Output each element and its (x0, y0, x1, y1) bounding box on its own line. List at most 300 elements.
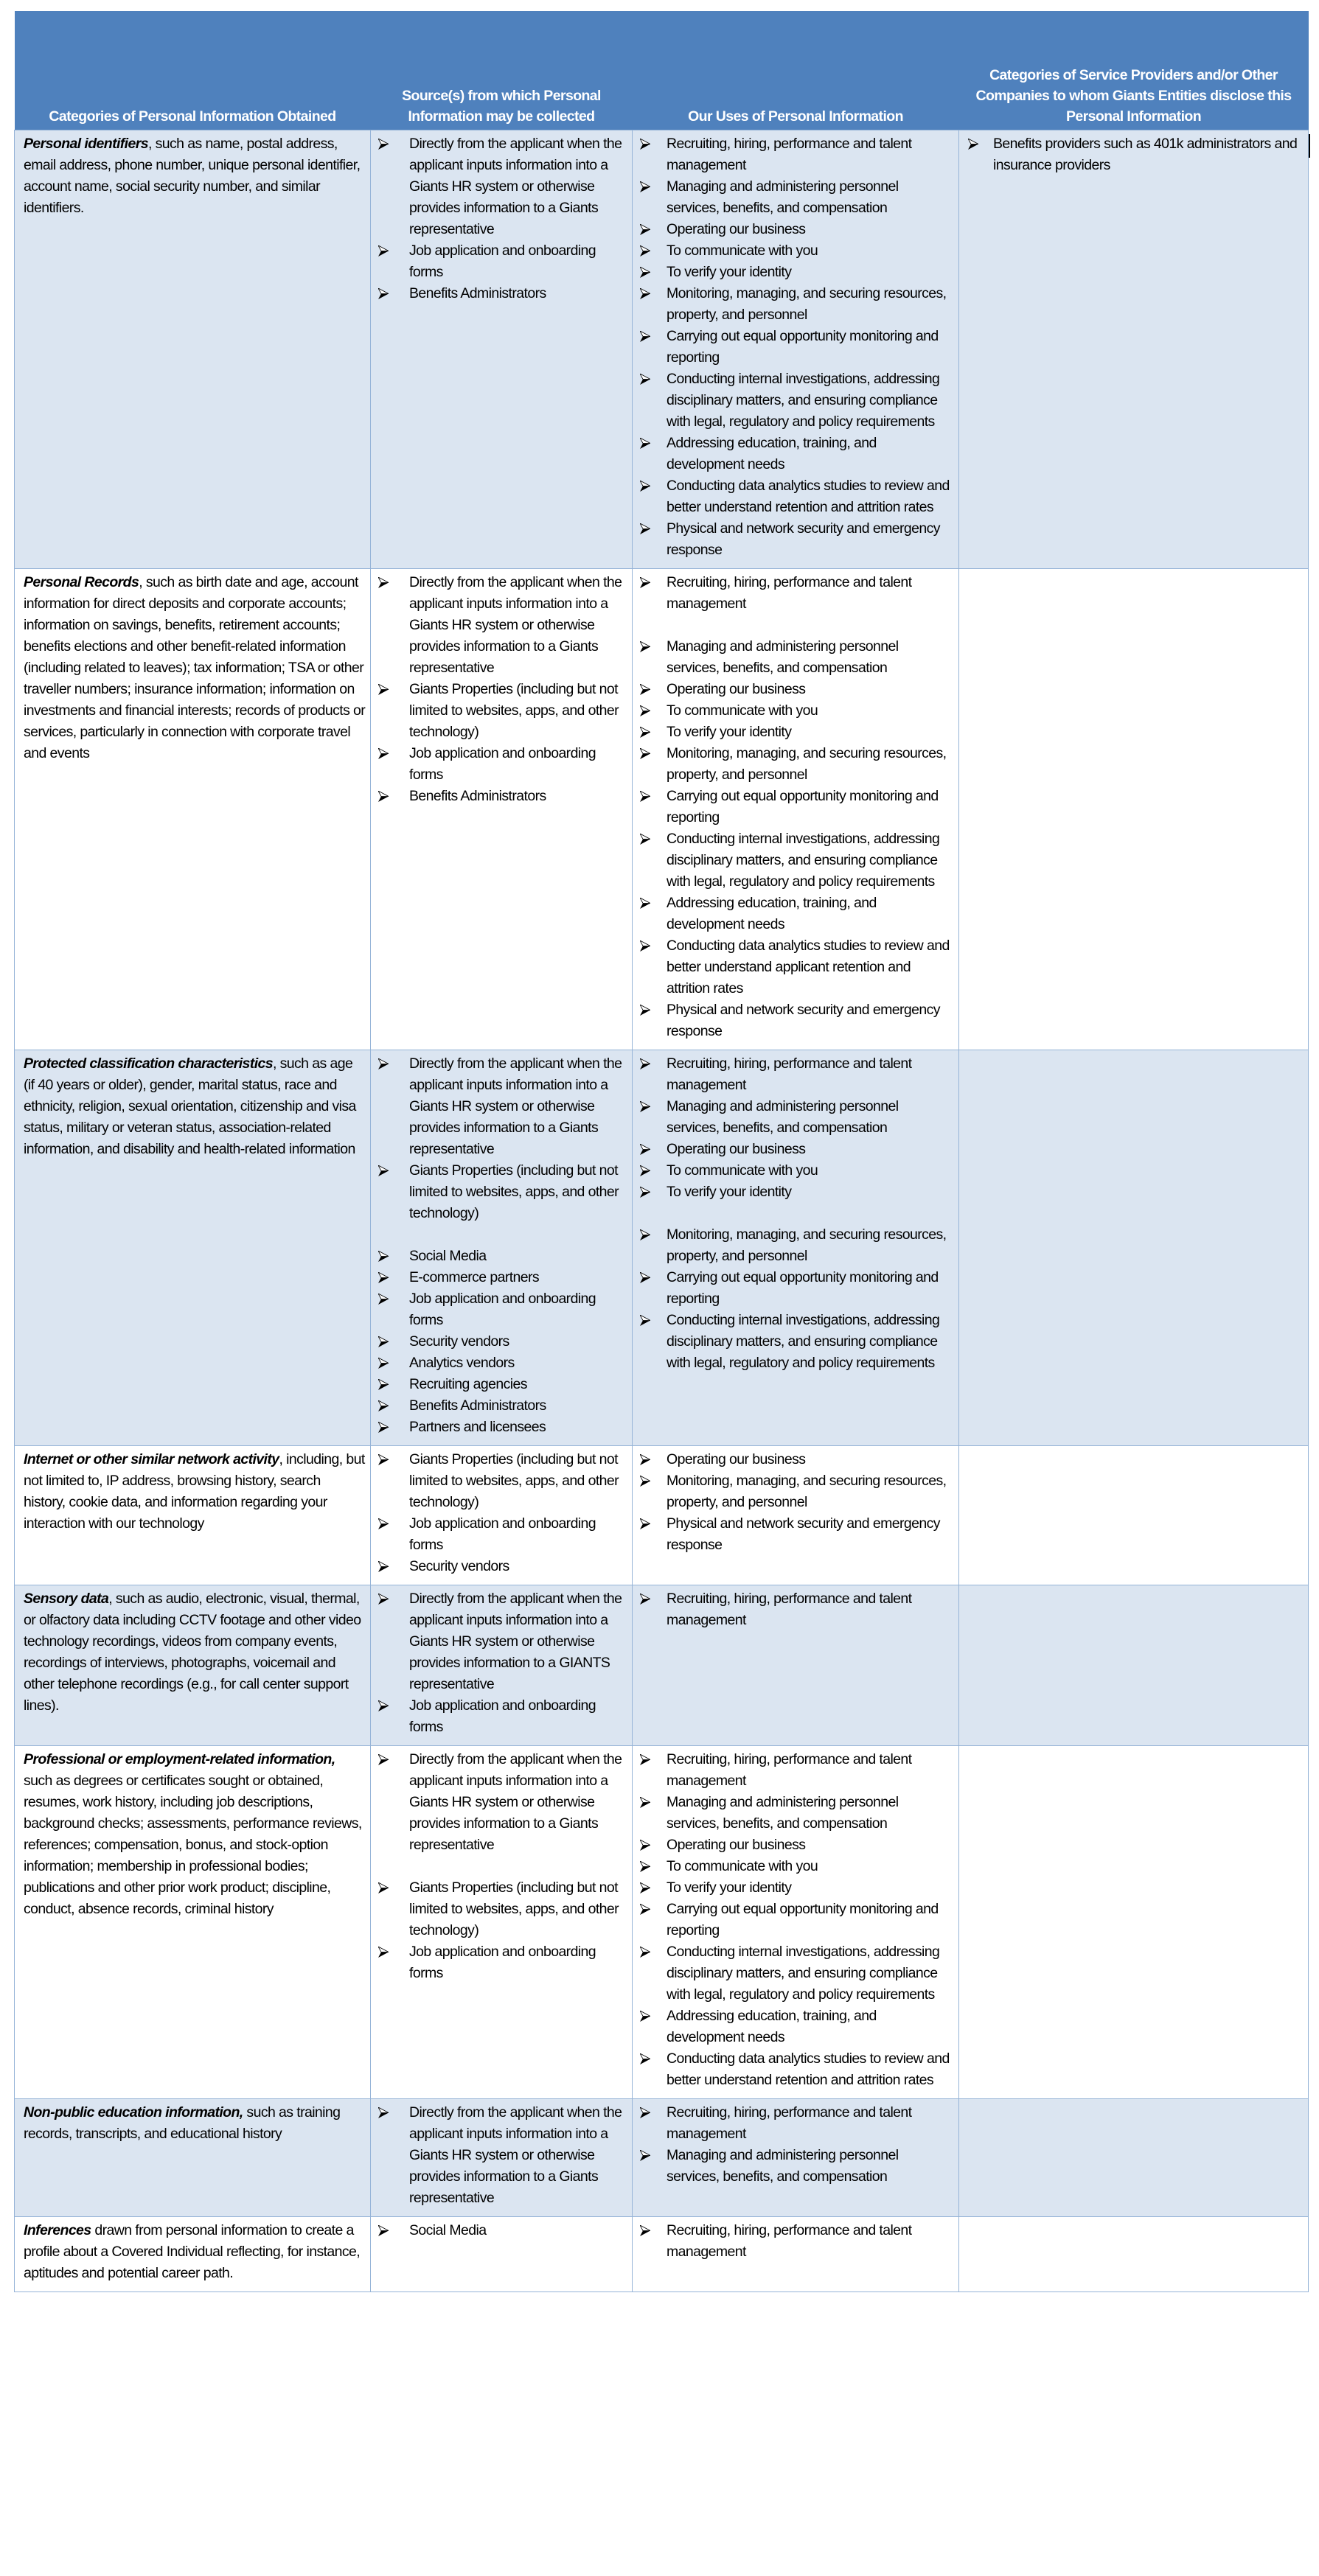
arrowhead-bullet-icon (640, 1096, 652, 1117)
source-item (377, 283, 626, 304)
arrowhead-bullet-icon (640, 283, 652, 304)
source-item-text: Security vendors (409, 1333, 509, 1350)
arrowhead-bullet-icon (640, 999, 652, 1021)
arrowhead-bullet-icon (378, 1267, 390, 1288)
source-item (377, 1352, 626, 1374)
use-item-text: Conducting data analytics studies to review and better understand applicant retention and attrition rates (667, 938, 950, 996)
source-item-text: Job application and onboarding forms (409, 745, 596, 783)
arrowhead-bullet-icon (378, 1395, 390, 1417)
arrowhead-bullet-icon (378, 1352, 390, 1374)
arrowhead-bullet-icon (640, 2102, 652, 2123)
uses-cell (633, 130, 959, 569)
arrowhead-bullet-icon (640, 679, 652, 700)
table-row (15, 1746, 1309, 2099)
uses-list (638, 572, 953, 1042)
table-row (15, 2099, 1309, 2217)
arrowhead-bullet-icon (378, 1695, 390, 1717)
category-description: , such as audio, electronic, visual, thermal, or olfactory data including CCTV footage and other video technology recordings, videos from company events, recordings of interviews, photographs, voicemail and other telephone recordings (e.g., for call center support lines). (24, 1591, 361, 1714)
use-item (638, 1449, 953, 1470)
use-item (638, 636, 953, 679)
source-item (377, 679, 626, 743)
use-item-text: To communicate with you (667, 1858, 818, 1874)
source-item-text: Recruiting agencies (409, 1376, 527, 1392)
use-item-text: Operating our business (667, 1837, 806, 1853)
arrowhead-bullet-icon (378, 1374, 390, 1395)
sources-cell (371, 1050, 633, 1446)
category-description: , such as age (if 40 years or older), gender, marital status, race and ethnicity, religion, sexual orientation, citizenship and visa status, military or veteran status, association-related information, and disability and health-related information (24, 1055, 356, 1157)
header-uses: Our Uses of Personal Information (633, 11, 959, 130)
use-item-text: Addressing education, training, and development needs (667, 2008, 877, 2045)
category-cell (15, 1746, 371, 2099)
source-item (377, 1941, 626, 1984)
category-cell (15, 130, 371, 569)
source-item (377, 1246, 626, 1267)
uses-list (638, 1588, 953, 1631)
arrowhead-bullet-icon (378, 1513, 390, 1535)
page-edge-marker (1309, 134, 1310, 158)
use-item-text: Carrying out equal opportunity monitoring and reporting (667, 328, 939, 366)
arrowhead-bullet-icon (378, 2102, 390, 2123)
category-term: Personal Records (24, 574, 139, 590)
source-item-text: Partners and licensees (409, 1419, 546, 1435)
use-item-text: Conducting internal investigations, addressing disciplinary matters, and ensuring compliance with legal, regulatory and policy requirements (667, 831, 940, 890)
arrowhead-bullet-icon (378, 679, 390, 700)
use-item (638, 1856, 953, 1877)
arrowhead-bullet-icon (640, 1160, 652, 1181)
arrowhead-bullet-icon (640, 1267, 652, 1288)
source-item (377, 133, 626, 240)
uses-list (638, 1449, 953, 1556)
source-item (377, 1288, 626, 1331)
arrowhead-bullet-icon (640, 1792, 652, 1813)
category-term: Professional or employment-related information, (24, 1751, 335, 1767)
use-item-text: To verify your identity (667, 724, 792, 740)
use-item (638, 433, 953, 475)
source-item (377, 2220, 626, 2241)
use-item (638, 572, 953, 615)
category-cell (15, 2099, 371, 2217)
use-item (638, 1941, 953, 2006)
use-item (638, 786, 953, 828)
use-item (638, 518, 953, 561)
uses-cell (633, 1050, 959, 1446)
use-item-text: To verify your identity (667, 264, 792, 280)
use-item (638, 1588, 953, 1631)
source-item (377, 743, 626, 786)
uses-list (638, 2220, 953, 2263)
arrowhead-bullet-icon (640, 1749, 652, 1770)
arrowhead-bullet-icon (640, 722, 652, 743)
arrowhead-bullet-icon (640, 636, 652, 657)
sources-cell (371, 2099, 633, 2217)
arrowhead-bullet-icon (640, 700, 652, 722)
use-item-text: Recruiting, hiring, performance and talent management (667, 1591, 912, 1628)
disclosures-cell (959, 1746, 1309, 2099)
use-item (638, 2048, 953, 2091)
use-item-text: To verify your identity (667, 1879, 792, 1896)
source-item (377, 1267, 626, 1288)
use-item (638, 828, 953, 893)
source-item-text: Benefits Administrators (409, 285, 546, 301)
use-item (638, 2102, 953, 2145)
category-term: Internet or other similar network activity (24, 1451, 279, 1467)
disclosures-cell (959, 2099, 1309, 2217)
arrowhead-bullet-icon (378, 1288, 390, 1310)
source-item-text: Directly from the applicant when the applicant inputs information into a Giants HR system or otherwise provides information to a GIANTS representative (409, 1591, 622, 1692)
arrowhead-bullet-icon (640, 1899, 652, 1920)
sources-list (377, 2102, 626, 2209)
arrowhead-bullet-icon (640, 176, 652, 198)
arrowhead-bullet-icon (640, 1449, 652, 1470)
arrowhead-bullet-icon (640, 1835, 652, 1856)
source-item (377, 1449, 626, 1513)
use-item-text: To communicate with you (667, 242, 818, 259)
source-item (377, 1395, 626, 1417)
source-item (377, 1513, 626, 1556)
use-item (638, 2220, 953, 2263)
use-item (638, 2006, 953, 2048)
use-item-text: Conducting data analytics studies to review and better understand retention and attrition rates (667, 478, 950, 515)
use-item (638, 176, 953, 219)
use-item (638, 1749, 953, 1792)
disclosures-cell (959, 1585, 1309, 1746)
arrowhead-bullet-icon (378, 1449, 390, 1470)
arrowhead-bullet-icon (640, 572, 652, 593)
use-item-text: Managing and administering personnel services, benefits, and compensation (667, 1098, 899, 1136)
category-description: such as degrees or certificates sought or obtained, resumes, work history, including job descriptions, background checks; assessments, performance reviews, references; compensation, bonus, and stock-option information; membership in professional bodies; publications and other prior work product; discipline, conduct, absence records, criminal history (24, 1773, 362, 1917)
sources-list (377, 1053, 626, 1438)
source-item-text: Directly from the applicant when the applicant inputs information into a Giants HR system or otherwise provides information to a Giants representative (409, 1055, 622, 1157)
sources-cell (371, 130, 633, 569)
arrowhead-bullet-icon (378, 1877, 390, 1899)
source-item (377, 240, 626, 283)
uses-list (638, 1749, 953, 2091)
arrowhead-bullet-icon (968, 133, 980, 155)
use-item-text: Recruiting, hiring, performance and talent management (667, 1751, 912, 1789)
use-item-text: Recruiting, hiring, performance and talent management (667, 2222, 912, 2260)
use-item-text: Addressing education, training, and development needs (667, 435, 877, 472)
use-item-text: Operating our business (667, 221, 806, 237)
arrowhead-bullet-icon (640, 1053, 652, 1075)
arrowhead-bullet-icon (640, 935, 652, 957)
use-item (638, 2145, 953, 2188)
source-item (377, 1053, 626, 1160)
table-row (15, 130, 1309, 569)
uses-cell (633, 1585, 959, 1746)
source-item-text: Job application and onboarding forms (409, 1944, 596, 1981)
disclosures-cell (959, 1446, 1309, 1585)
privacy-disclosure-table-container (14, 11, 1308, 2292)
disclosures-cell (959, 2217, 1309, 2292)
sources-list (377, 133, 626, 304)
source-item (377, 2102, 626, 2209)
source-item-text: Security vendors (409, 1558, 509, 1574)
sources-list (377, 1588, 626, 1738)
use-item-text: Carrying out equal opportunity monitoring and reporting (667, 1269, 939, 1307)
category-term: Protected classification characteristics (24, 1055, 273, 1072)
use-item-text: Monitoring, managing, and securing resources, property, and personnel (667, 285, 947, 323)
use-item (638, 262, 953, 283)
arrowhead-bullet-icon (378, 2220, 390, 2241)
sources-list (377, 2220, 626, 2241)
use-item-text: Carrying out equal opportunity monitoring and reporting (667, 788, 939, 825)
arrowhead-bullet-icon (378, 133, 390, 155)
source-item (377, 786, 626, 807)
arrowhead-bullet-icon (640, 518, 652, 540)
source-item-text: Giants Properties (including but not limited to websites, apps, and other technology) (409, 1879, 619, 1938)
source-item-text: Job application and onboarding forms (409, 1515, 596, 1553)
disclosures-list (965, 133, 1302, 176)
category-term: Personal identifiers (24, 136, 148, 152)
use-item (638, 743, 953, 786)
use-item-text: Physical and network security and emergency response (667, 1002, 940, 1039)
use-item-text: Recruiting, hiring, performance and talent management (667, 1055, 912, 1093)
source-item-text: Benefits Administrators (409, 1397, 546, 1414)
use-item (638, 1899, 953, 1941)
use-item (638, 1792, 953, 1835)
use-item (638, 240, 953, 262)
category-description: , such as birth date and age, account information for direct deposits and corporate accounts; information on savings, benefits, retirement accounts; benefits elections and other benefit-related information (including related to leaves); tax information; TSA or other traveller numbers; insurance information; information on investments and financial interests; records of products or services, particularly in connection with corporate travel and events (24, 574, 366, 761)
source-item (377, 1877, 626, 1941)
source-item (377, 1556, 626, 1577)
source-item (377, 1749, 626, 1856)
disclosure-item-text: Benefits providers such as 401k administrators and insurance providers (993, 136, 1298, 173)
use-item-text: Managing and administering personnel services, benefits, and compensation (667, 2147, 899, 2185)
arrowhead-bullet-icon (640, 2145, 652, 2166)
use-item (638, 679, 953, 700)
category-description: , including, but not limited to, IP address, browsing history, search history, cookie data, and information regarding your interaction with our technology (24, 1451, 365, 1532)
table-row (15, 1050, 1309, 1446)
uses-cell (633, 1746, 959, 2099)
source-item-text: Directly from the applicant when the applicant inputs information into a Giants HR system or otherwise provides information to a Giants representative (409, 1751, 622, 1853)
table-row (15, 1585, 1309, 1746)
arrowhead-bullet-icon (640, 1513, 652, 1535)
use-item-text: Monitoring, managing, and securing resources, property, and personnel (667, 745, 947, 783)
table-body (15, 130, 1309, 2292)
use-item (638, 1310, 953, 1374)
source-item-text: Job application and onboarding forms (409, 1697, 596, 1735)
use-item (638, 475, 953, 518)
arrowhead-bullet-icon (378, 1160, 390, 1181)
category-term: Sensory data (24, 1591, 109, 1607)
use-item-text: To communicate with you (667, 702, 818, 719)
personal-information-table (14, 11, 1309, 2292)
category-cell (15, 1050, 371, 1446)
arrowhead-bullet-icon (640, 1877, 652, 1899)
arrowhead-bullet-icon (640, 219, 652, 240)
arrowhead-bullet-icon (640, 433, 652, 454)
category-term: Inferences (24, 2222, 91, 2238)
use-item-text: Conducting internal investigations, addressing disciplinary matters, and ensuring compliance with legal, regulatory and policy requirements (667, 1312, 940, 1371)
category-description: such as training records, transcripts, and educational history (24, 2104, 341, 2142)
use-item (638, 326, 953, 369)
sources-list (377, 572, 626, 807)
uses-cell (633, 1446, 959, 1585)
use-item (638, 1877, 953, 1899)
use-item-text: Managing and administering personnel services, benefits, and compensation (667, 638, 899, 676)
arrowhead-bullet-icon (378, 1417, 390, 1438)
arrowhead-bullet-icon (640, 475, 652, 497)
use-item-text: To verify your identity (667, 1184, 792, 1200)
use-item-text: Physical and network security and emergency response (667, 520, 940, 558)
use-item (638, 369, 953, 433)
table-row (15, 1446, 1309, 1585)
source-item-text: Directly from the applicant when the applicant inputs information into a Giants HR system or otherwise provides information to a Giants representative (409, 2104, 622, 2206)
source-item-text: Analytics vendors (409, 1355, 515, 1371)
sources-list (377, 1449, 626, 1577)
arrowhead-bullet-icon (378, 1556, 390, 1577)
arrowhead-bullet-icon (378, 240, 390, 262)
uses-list (638, 2102, 953, 2188)
arrowhead-bullet-icon (640, 828, 652, 850)
uses-list (638, 133, 953, 561)
source-item-text: Job application and onboarding forms (409, 1291, 596, 1328)
use-item-text: Managing and administering personnel services, benefits, and compensation (667, 178, 899, 216)
source-item (377, 572, 626, 679)
use-item (638, 1267, 953, 1310)
table-header-row (15, 11, 1309, 130)
arrowhead-bullet-icon (640, 1856, 652, 1877)
arrowhead-bullet-icon (640, 2048, 652, 2070)
source-item (377, 1588, 626, 1695)
source-item-text: Benefits Administrators (409, 788, 546, 804)
use-item-text: Conducting internal investigations, addressing disciplinary matters, and ensuring compliance with legal, regulatory and policy requirements (667, 371, 940, 430)
source-item (377, 1331, 626, 1352)
use-item-text: Monitoring, managing, and securing resources, property, and personnel (667, 1226, 947, 1264)
header-disclosures: Categories of Service Providers and/or Other Companies to whom Giants Entities disclose this Personal Information (959, 11, 1309, 130)
arrowhead-bullet-icon (640, 1181, 652, 1203)
uses-cell (633, 2099, 959, 2217)
source-item (377, 1160, 626, 1224)
use-item (638, 1513, 953, 1556)
arrowhead-bullet-icon (378, 1941, 390, 1963)
source-item-text: E-commerce partners (409, 1269, 540, 1285)
use-item-text: Recruiting, hiring, performance and talent management (667, 2104, 912, 2142)
use-item-text: Addressing education, training, and development needs (667, 895, 877, 932)
arrowhead-bullet-icon (640, 1310, 652, 1331)
arrowhead-bullet-icon (378, 743, 390, 764)
sources-list (377, 1749, 626, 1984)
use-item (638, 1181, 953, 1203)
use-item (638, 999, 953, 1042)
category-cell (15, 1446, 371, 1585)
source-item (377, 1417, 626, 1438)
arrowhead-bullet-icon (640, 2220, 652, 2241)
use-item (638, 1053, 953, 1096)
use-item-text: Conducting data analytics studies to review and better understand retention and attrition rates (667, 2050, 950, 2088)
use-item-text: Operating our business (667, 1141, 806, 1157)
sources-cell (371, 1446, 633, 1585)
use-item-text: Conducting internal investigations, addressing disciplinary matters, and ensuring compliance with legal, regulatory and policy requirements (667, 1944, 940, 2003)
source-item-text: Directly from the applicant when the applicant inputs information into a Giants HR system or otherwise provides information to a Giants representative (409, 574, 622, 676)
uses-list (638, 1053, 953, 1374)
use-item-text: Recruiting, hiring, performance and talent management (667, 574, 912, 612)
use-item-text: Managing and administering personnel services, benefits, and compensation (667, 1794, 899, 1832)
arrowhead-bullet-icon (640, 1470, 652, 1492)
use-item (638, 1096, 953, 1139)
use-item (638, 935, 953, 999)
use-item-text: To communicate with you (667, 1162, 818, 1179)
category-cell (15, 2217, 371, 2292)
uses-cell (633, 2217, 959, 2292)
use-item-text: Operating our business (667, 681, 806, 697)
arrowhead-bullet-icon (640, 1941, 652, 1963)
use-item-text: Physical and network security and emergency response (667, 1515, 940, 1553)
use-item (638, 283, 953, 326)
arrowhead-bullet-icon (640, 2006, 652, 2027)
arrowhead-bullet-icon (640, 1588, 652, 1610)
use-item (638, 1224, 953, 1267)
use-item (638, 1470, 953, 1513)
category-cell (15, 1585, 371, 1746)
source-item-text: Directly from the applicant when the applicant inputs information into a Giants HR system or otherwise provides information to a Giants representative (409, 136, 622, 237)
use-item (638, 722, 953, 743)
arrowhead-bullet-icon (378, 1053, 390, 1075)
arrowhead-bullet-icon (378, 283, 390, 304)
arrowhead-bullet-icon (378, 1331, 390, 1352)
source-item-text: Job application and onboarding forms (409, 242, 596, 280)
use-item-text: Recruiting, hiring, performance and talent management (667, 136, 912, 173)
arrowhead-bullet-icon (640, 786, 652, 807)
use-item (638, 893, 953, 935)
disclosures-cell (959, 1050, 1309, 1446)
use-item (638, 700, 953, 722)
disclosures-cell (959, 130, 1309, 569)
table-row (15, 569, 1309, 1050)
arrowhead-bullet-icon (640, 369, 652, 390)
arrowhead-bullet-icon (640, 240, 652, 262)
use-item (638, 219, 953, 240)
arrowhead-bullet-icon (640, 326, 652, 347)
arrowhead-bullet-icon (640, 1139, 652, 1160)
disclosure-item (965, 133, 1302, 176)
sources-cell (371, 569, 633, 1050)
source-item-text: Giants Properties (including but not limited to websites, apps, and other technology) (409, 1451, 619, 1510)
use-item-text: Monitoring, managing, and securing resources, property, and personnel (667, 1473, 947, 1510)
arrowhead-bullet-icon (640, 262, 652, 283)
category-description: drawn from personal information to create a profile about a Covered Individual reflecting, for instance, aptitudes and potential career path. (24, 2222, 361, 2281)
arrowhead-bullet-icon (378, 1588, 390, 1610)
arrowhead-bullet-icon (378, 572, 390, 593)
arrowhead-bullet-icon (640, 893, 652, 914)
category-description: , such as name, postal address, email address, phone number, unique personal identifier, account name, social security number, and similar identifiers. (24, 136, 361, 216)
use-item-text: Operating our business (667, 1451, 806, 1467)
arrowhead-bullet-icon (640, 1224, 652, 1246)
source-item-text: Social Media (409, 1248, 487, 1264)
use-item (638, 1835, 953, 1856)
source-item-text: Giants Properties (including but not limited to websites, apps, and other technology) (409, 1162, 619, 1221)
use-item (638, 133, 953, 176)
source-item (377, 1374, 626, 1395)
arrowhead-bullet-icon (378, 1246, 390, 1267)
source-item-text: Social Media (409, 2222, 487, 2238)
table-row (15, 2217, 1309, 2292)
use-item (638, 1139, 953, 1160)
source-item (377, 1695, 626, 1738)
arrowhead-bullet-icon (640, 743, 652, 764)
category-cell (15, 569, 371, 1050)
use-item (638, 1160, 953, 1181)
disclosures-cell (959, 569, 1309, 1050)
arrowhead-bullet-icon (378, 1749, 390, 1770)
category-term: Non-public education information, (24, 2104, 243, 2121)
header-categories: Categories of Personal Information Obtained (15, 11, 371, 130)
sources-cell (371, 1585, 633, 1746)
use-item-text: Carrying out equal opportunity monitoring and reporting (667, 1901, 939, 1938)
sources-cell (371, 2217, 633, 2292)
sources-cell (371, 1746, 633, 2099)
arrowhead-bullet-icon (640, 133, 652, 155)
